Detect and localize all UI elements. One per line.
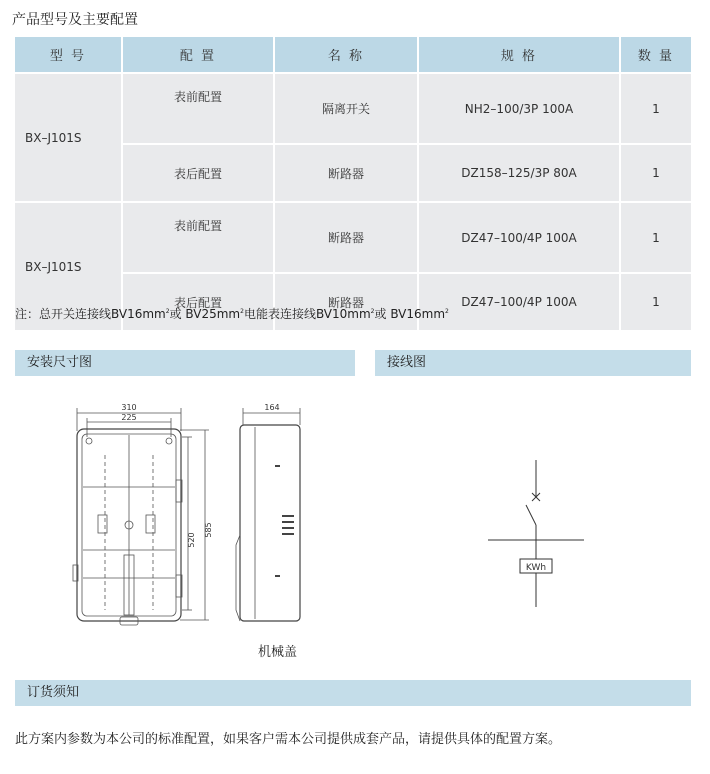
- note-superscript: 2: [370, 308, 375, 315]
- drawing-caption: 机械盖: [258, 645, 298, 660]
- qty-cell: 1: [620, 144, 691, 202]
- name-cell: 断路器: [274, 273, 418, 330]
- rail-clip: [98, 515, 107, 533]
- name-cell: 隔离开关: [274, 73, 418, 144]
- spec-cell: NH2–100/3P 100A: [418, 73, 620, 144]
- vent-slot: [282, 515, 294, 517]
- header-model: 型 号: [15, 37, 122, 73]
- spec-cell: DZ158–125/3P 80A: [418, 144, 620, 202]
- vent-slot: [282, 527, 294, 529]
- dim-depth: 164: [264, 403, 280, 412]
- name-cell: 断路器: [274, 144, 418, 202]
- header-spec: 规 格: [418, 37, 620, 73]
- qty-cell: 1: [620, 273, 691, 330]
- config-cell: 表前配置: [122, 73, 274, 144]
- wiring-note: [15, 305, 449, 322]
- dim-inner-width: 225: [121, 413, 137, 422]
- table-row: [15, 73, 691, 144]
- mount-hole: [86, 438, 92, 444]
- note-superscript: 2: [240, 308, 244, 315]
- note-superscript: 2: [445, 308, 449, 315]
- note-part: 或 BV16mm: [374, 307, 446, 321]
- section-order-header: 订货须知: [15, 680, 691, 706]
- install-dimension-drawing: [60, 395, 320, 640]
- table-row: [15, 202, 691, 273]
- model-cell: BX–J101S: [15, 202, 122, 330]
- vent-slot: [275, 465, 280, 467]
- rail-clip: [146, 515, 155, 533]
- kwh-label: KWh: [525, 563, 547, 573]
- vent-slot: [282, 521, 294, 523]
- order-note: 此方案内参数为本公司的标准配置，如果客户需本公司提供成套产品，请提供具体的配置方案。: [15, 732, 562, 747]
- wiring-diagram: [480, 455, 590, 615]
- dim-inner-height: 520: [187, 532, 196, 548]
- section-wiring-header: 接线图: [375, 350, 691, 376]
- dim-outer-height: 585: [204, 522, 213, 538]
- qty-cell: 1: [620, 202, 691, 273]
- page-title: 产品型号及主要配置: [12, 12, 138, 28]
- model-cell: BX–J101S: [15, 73, 122, 202]
- note-part: 电能表连接线BV10mm: [243, 307, 371, 321]
- section-install-header: 安装尺寸图: [15, 350, 355, 376]
- table-header-row: [15, 37, 691, 73]
- dim-outer-width: 310: [121, 403, 137, 412]
- vent-slot: [282, 533, 294, 535]
- header-name: 名 称: [274, 37, 418, 73]
- note-part: 注：总开关连接线BV16mm: [15, 307, 166, 321]
- config-cell: 表后配置: [122, 273, 274, 330]
- note-superscript: 2: [165, 308, 170, 315]
- name-cell: 断路器: [274, 202, 418, 273]
- spec-cell: DZ47–100/4P 100A: [418, 273, 620, 330]
- spec-cell: DZ47–100/4P 100A: [418, 202, 620, 273]
- note-part: 或 BV25mm: [169, 307, 241, 321]
- spec-table: [15, 37, 691, 330]
- vent-slot: [275, 575, 280, 577]
- config-cell: 表前配置: [122, 202, 274, 273]
- config-cell: 表后配置: [122, 144, 274, 202]
- header-qty: 数 量: [620, 37, 691, 73]
- header-config: 配 置: [122, 37, 274, 73]
- mount-hole: [166, 438, 172, 444]
- qty-cell: 1: [620, 73, 691, 144]
- switch-blade: [526, 505, 536, 525]
